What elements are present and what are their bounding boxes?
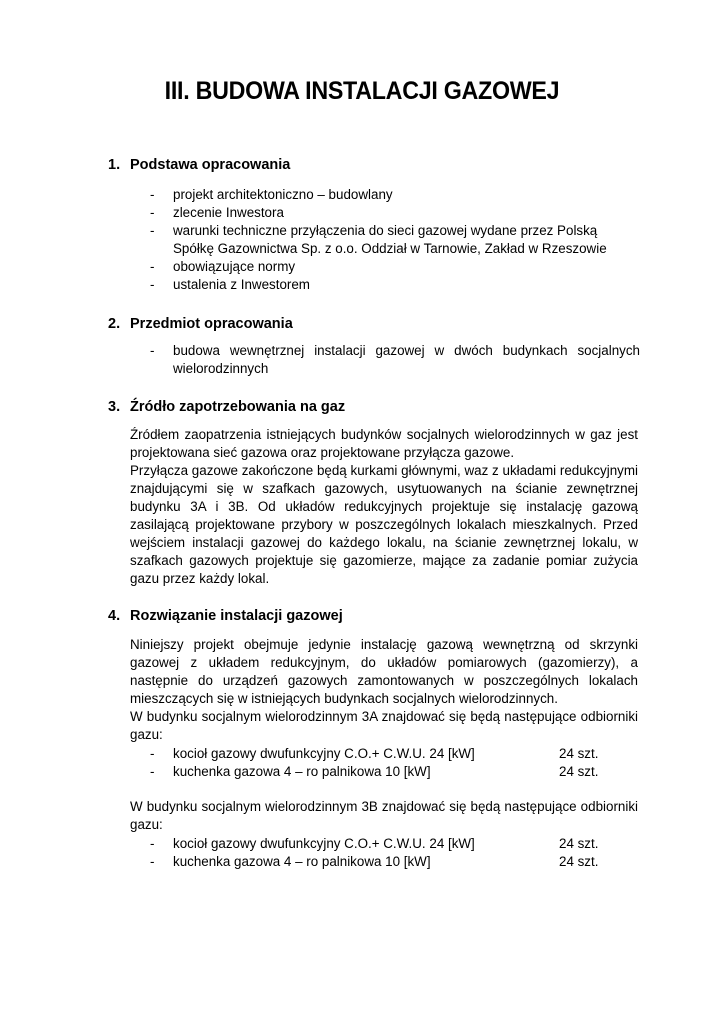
list-item: - ustalenia z Inwestorem [150,277,310,292]
list-item: - projekt architektoniczno – budowlany [150,187,393,202]
dash-marker: - [150,205,155,220]
list-item: - zlecenie Inwestora [150,205,284,220]
dash-marker: - [150,187,155,202]
paragraph: Niniejszy projekt obejmuje jedynie instalację gazową wewnętrzną od skrzynki gazowej z układem redukcyjnym, do układów pomiarowych (gazomierzy), a następnie do urządzeń gazowych zamontowanych w poszczególnych lokalach mieszczących się w istniejących budynkach socjalnych wielorodzinnych. [130,637,638,706]
device-quantity: 24 szt. [559,764,599,779]
device-name: kuchenka gazowa 4 – ro palnikowa 10 [kW] [173,854,431,869]
device-name: kocioł gazowy dwufunkcyjny C.O.+ C.W.U. 24 [kW] [173,836,475,851]
device-name: kocioł gazowy dwufunkcyjny C.O.+ C.W.U. 24 [kW] [173,746,475,761]
section-title: Rozwiązanie instalacji gazowej [130,608,343,624]
device-quantity: 24 szt. [559,854,599,869]
paragraph: Źródłem zaopatrzenia istniejących budynków socjalnych wielorodzinnych w gaz jest projektowana sieć gazowa oraz projektowane przyłącza gazowe. [130,427,638,460]
device-name: kuchenka gazowa 4 – ro palnikowa 10 [kW] [173,764,431,779]
paragraph: W budynku socjalnym wielorodzinnym 3A znajdować się będą następujące odbiorniki gazu: [130,709,638,742]
dash-marker: - [150,277,155,292]
paragraph: Przyłącza gazowe zakończone będą kurkami głównymi, waz z układami redukcyjnymi znajdującymi się w szafkach gazowych, usytuowanych na ścianie zewnętrznej budynku 3A i 3B. Od układów redukcyjnych projektuje się instalację gazową zasilającą projektowane przybory w poszczególnych lokalach mieszkalnych. Przed wejściem instalacji gazowej do każdego lokalu, na ścianie zewnętrznej lokalu, w szafkach gazowych projektuje się gazomierze, mające za zadanie pomiar zużycia gazu przez każdy lokal. [130,463,638,586]
dash-marker: - [150,746,155,761]
section-title: Przedmiot opracowania [130,316,293,332]
paragraph: W budynku socjalnym wielorodzinnym 3B znajdować się będą następujące odbiorniki gazu: [130,799,638,832]
dash-marker: - [150,343,155,358]
dash-marker: - [150,836,155,851]
section-heading [108,156,290,174]
section-number: 3. [108,399,121,415]
page-title: III. BUDOWA INSTALACJI GAZOWEJ [164,77,560,105]
list-item: - budowa wewnętrznej instalacji gazowej w dwóch budynkach socjalnych wielorodzinnych [150,343,640,376]
list-item: - warunki techniczne przyłączenia do sieci gazowej wydane przez Polską Spółkę Gazownictwa Sp. z o.o. Oddział w Tarnowie, Zakład w Rzeszowie [150,223,607,256]
section-heading [108,315,293,333]
section-number: 1. [108,157,121,173]
section-title: Źródło zapotrzebowania na gaz [130,399,346,415]
section-title: Podstawa opracowania [130,157,291,173]
section-number: 2. [108,316,121,332]
section-heading [108,398,345,416]
dash-marker: - [150,259,155,274]
bullet-list [150,186,640,294]
device-quantity: 24 szt. [559,746,599,761]
bullet-list [150,342,640,378]
section-heading [108,607,343,625]
device-quantity: 24 szt. [559,836,599,851]
section-number: 4. [108,608,121,624]
list-item: - obowiązujące normy [150,259,296,274]
dash-marker: - [150,764,155,779]
dash-marker: - [150,854,155,869]
dash-marker: - [150,223,155,238]
